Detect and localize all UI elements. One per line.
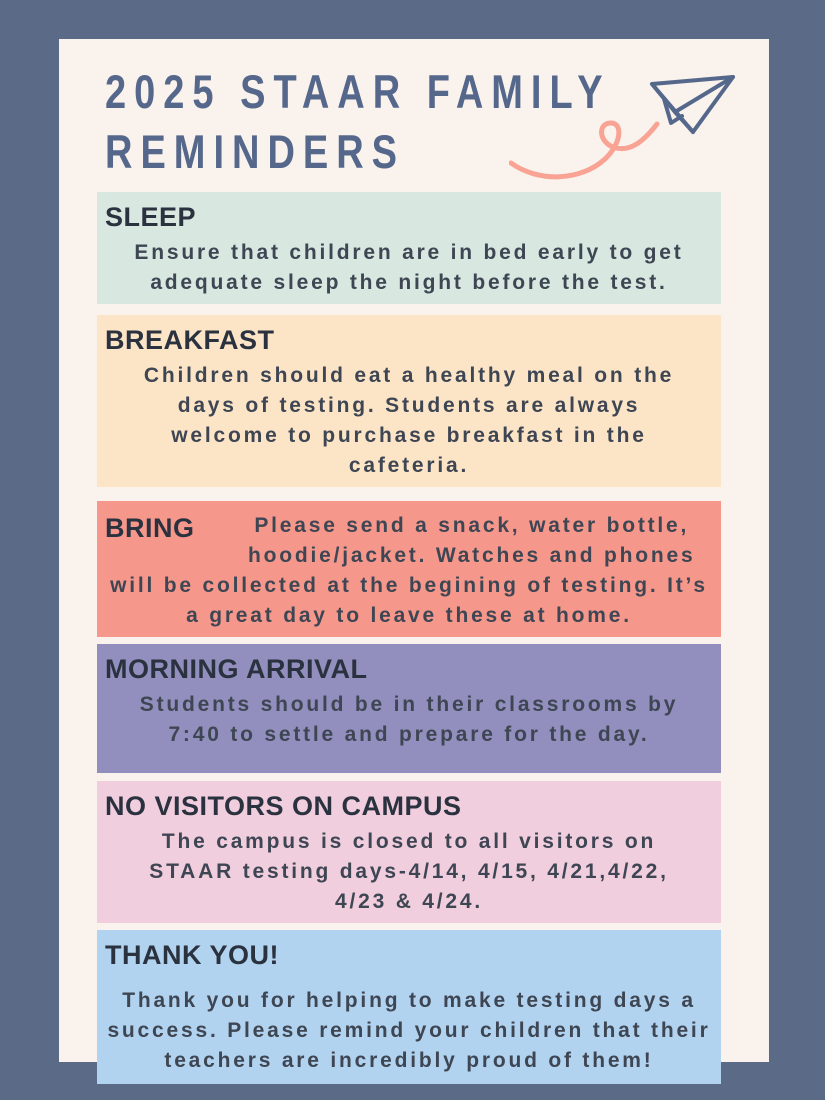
section-sleep-heading: SLEEP	[105, 202, 197, 232]
section-no-visitors-body: The campus is closed to all visitors on STAAR testing days-4/14, 4/15, 4/21,4/22, 4/23 & 4/24.	[149, 830, 669, 913]
section-sleep-body: Ensure that children are in bed early to get adequate sleep the night before the test.	[134, 241, 684, 294]
section-morning-arrival-body: Students should be in their classrooms by 7:40 to settle and prepare for the day.	[139, 693, 679, 746]
section-bring-body-wrap	[105, 511, 713, 631]
section-bring-heading: BRING	[105, 513, 195, 543]
section-bring	[97, 501, 721, 637]
section-sleep	[97, 192, 721, 304]
section-breakfast	[97, 315, 721, 487]
title-block	[59, 39, 769, 180]
section-morning-arrival-heading: MORNING ARRIVAL	[105, 654, 368, 684]
section-breakfast-heading: BREAKFAST	[105, 325, 275, 355]
section-no-visitors-heading: NO VISITORS ON CAMPUS	[105, 791, 462, 821]
page-title-line2: REMINDERS	[105, 126, 406, 180]
page-title	[105, 63, 769, 183]
section-thank-you-body: Thank you for helping to make testing days a success. Please remind your children that their teachers are incredibly proud of them!	[107, 989, 711, 1072]
section-breakfast-body: Children should eat a healthy meal on the days of testing. Students are always welcome to purchase breakfast in the cafeteria.	[143, 364, 675, 477]
section-thank-you-heading: THANK YOU!	[105, 940, 280, 970]
section-thank-you	[97, 930, 721, 1084]
section-no-visitors	[97, 781, 721, 923]
poster-page	[59, 39, 769, 1072]
section-morning-arrival	[97, 644, 721, 773]
page-title-line1: 2025 STAAR FAMILY	[105, 66, 611, 120]
section-bring-body: Please send a snack, water bottle, hoodie/jacket. Watches and phones will be collected at the begining of testing. It’s a great day to leave these at home.	[110, 514, 708, 627]
